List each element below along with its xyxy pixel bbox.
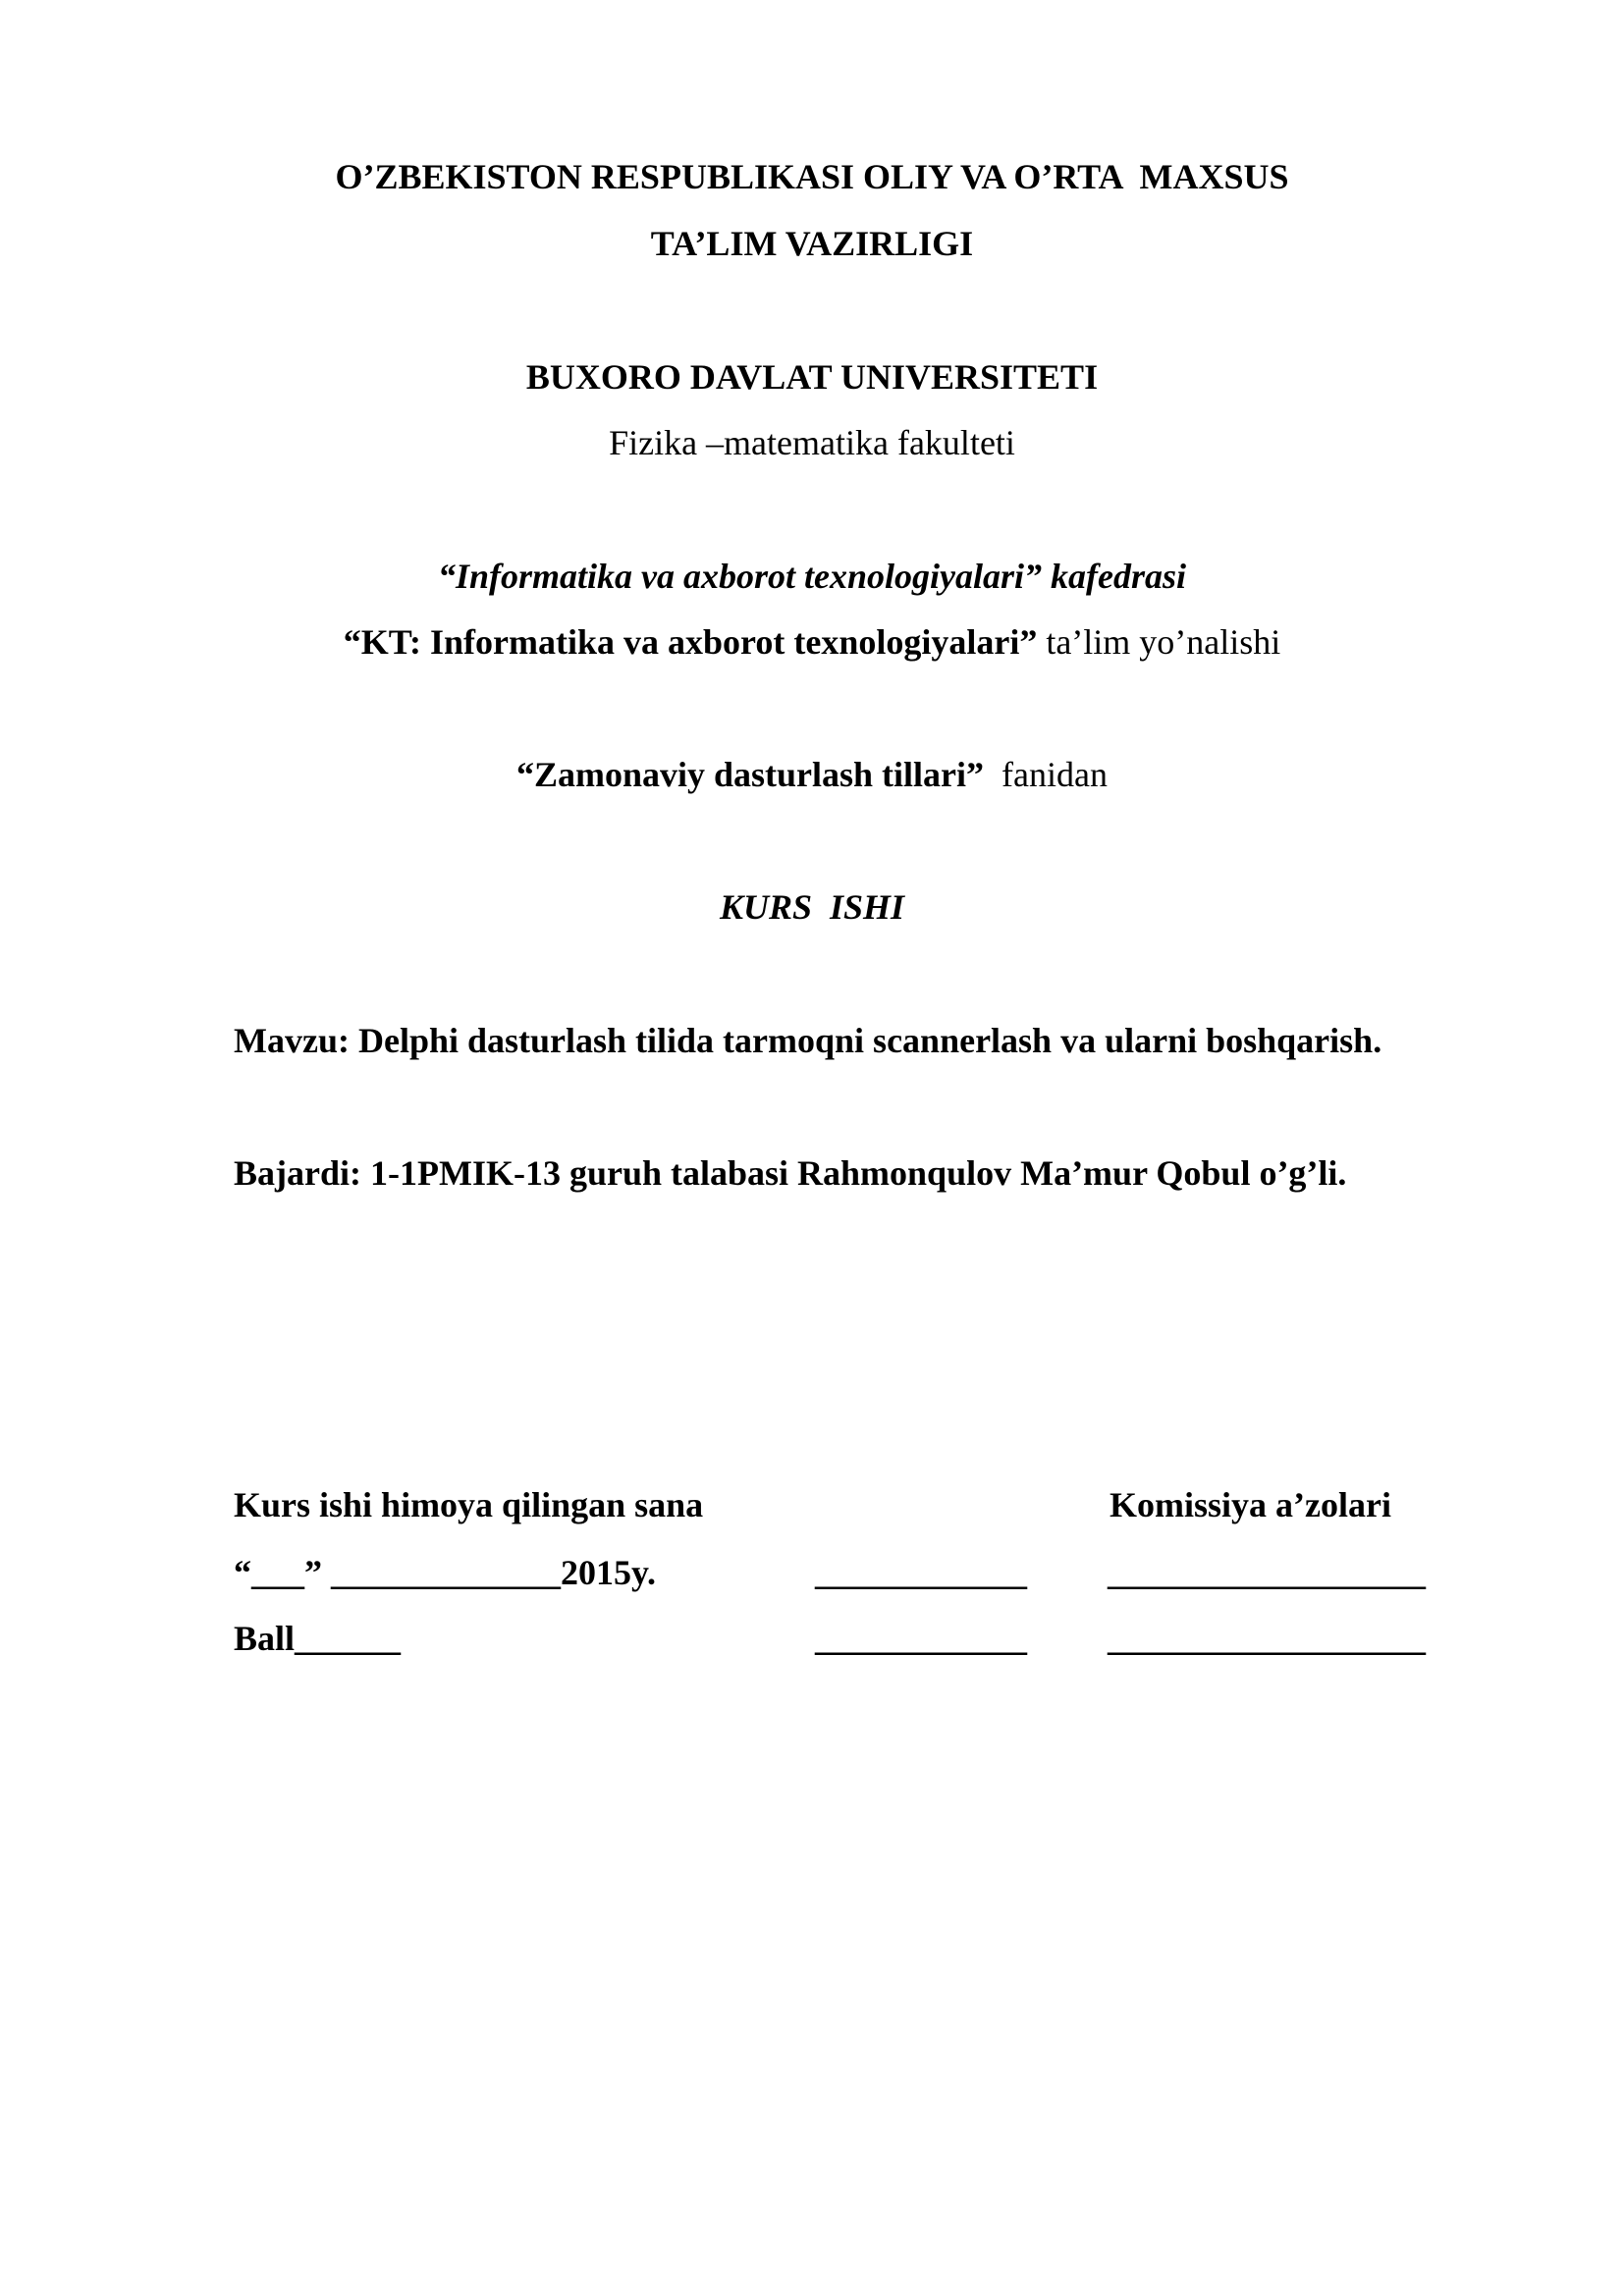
education-direction — [0, 624, 1624, 660]
document-type: KURS ISHI — [719, 887, 905, 927]
defense-date-label: Kurs ishi himoya qilingan sana — [234, 1485, 704, 1524]
signature-line-1: ____________ — [815, 1553, 1027, 1592]
faculty-name: Fizika –matematika fakulteti — [609, 423, 1015, 462]
subject-suffix: fanidan — [984, 755, 1108, 794]
subject-line — [0, 757, 1624, 792]
ministry-line-2: TA’LIM VAZIRLIGI — [650, 224, 974, 263]
commission-member-line-1: __________________ — [1108, 1553, 1426, 1592]
department-name: “Informatika va axborot texnologiyalari” kafedrasi — [437, 557, 1186, 596]
ministry-line-1: O’ZBEKISTON RESPUBLIKASI OLIY VA O’RTA MAXSUS — [335, 157, 1289, 196]
subject-name: “Zamonaviy dasturlash tillari” — [515, 755, 985, 794]
defense-date-field: “___” _____________2015y. — [234, 1553, 657, 1592]
ball-field: Ball______ — [234, 1619, 402, 1658]
topic-line: Mavzu: Delphi dasturlash tilida tarmoqni scannerlash va ularni boshqarish. — [234, 1021, 1382, 1060]
commission-member-line-2: __________________ — [1108, 1619, 1426, 1658]
signature-line-2: ____________ — [815, 1619, 1027, 1658]
university-name: BUXORO DAVLAT UNIVERSITETI — [525, 357, 1099, 397]
direction-name: “KT: Informatika va axborot texnologiyalari” — [343, 622, 1038, 662]
direction-suffix: ta’lim yo’nalishi — [1037, 622, 1281, 662]
author-line: Bajardi: 1-1PMIK-13 guruh talabasi Rahmonqulov Ma’mur Qobul o’g’li. — [234, 1153, 1347, 1193]
commission-label: Komissiya a’zolari — [1110, 1485, 1391, 1524]
